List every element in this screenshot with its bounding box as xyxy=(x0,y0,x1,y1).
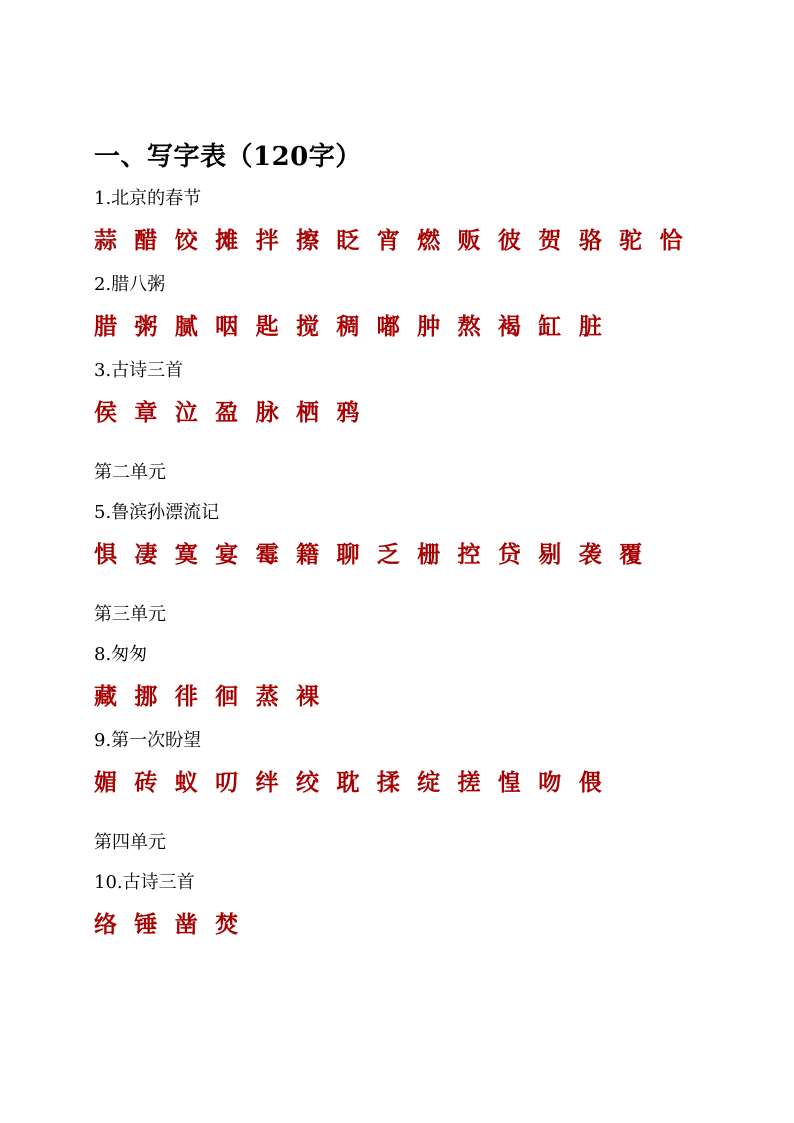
unit-heading: 第三单元 xyxy=(94,604,166,625)
vocab-character: 彼 xyxy=(497,227,521,254)
lesson-title: 5.鲁滨孙漂流记 xyxy=(94,502,220,523)
lesson-title: 10.古诗三首 xyxy=(94,872,195,893)
vocab-character: 脉 xyxy=(255,399,279,426)
vocab-character: 籍 xyxy=(295,541,319,568)
lesson-title: 3.古诗三首 xyxy=(94,360,184,381)
unit-heading: 第二单元 xyxy=(94,462,166,483)
vocab-character: 栅 xyxy=(417,541,441,568)
vocab-character: 袭 xyxy=(578,541,602,568)
vocab-character: 绊 xyxy=(255,769,279,796)
word-list-content xyxy=(94,186,734,942)
vocab-character: 蚁 xyxy=(174,769,198,796)
vocab-character: 章 xyxy=(134,399,158,426)
vocab-character: 鸦 xyxy=(336,399,360,426)
vocab-character: 肿 xyxy=(417,313,441,340)
vocab-character: 耽 xyxy=(336,769,360,796)
vocab-character: 控 xyxy=(457,541,481,568)
vocab-character: 惶 xyxy=(497,769,521,796)
vocab-character: 乏 xyxy=(376,541,400,568)
character-row xyxy=(94,224,734,258)
vocab-character: 蒜 xyxy=(94,227,117,254)
lesson-title: 8.匆匆 xyxy=(94,644,148,665)
character-row xyxy=(94,680,734,714)
page-title: 一、写字表（120字） xyxy=(94,142,362,172)
vocab-character: 粥 xyxy=(134,313,158,340)
vocab-character: 燃 xyxy=(417,227,441,254)
vocab-character: 揉 xyxy=(376,769,400,796)
vocab-character: 凄 xyxy=(134,541,158,568)
vocab-character: 寞 xyxy=(174,541,198,568)
vocab-character: 缸 xyxy=(538,313,562,340)
vocab-character: 腊 xyxy=(94,313,117,340)
vocab-character: 蒸 xyxy=(255,683,279,710)
vocab-character: 焚 xyxy=(215,911,239,938)
vocab-character: 搅 xyxy=(295,313,319,340)
vocab-character: 藏 xyxy=(94,683,117,710)
vocab-character: 擦 xyxy=(295,227,319,254)
vocab-character: 吻 xyxy=(538,769,562,796)
vocab-character: 搓 xyxy=(457,769,481,796)
vocab-character: 匙 xyxy=(255,313,279,340)
vocab-character: 惧 xyxy=(94,541,117,568)
vocab-character: 饺 xyxy=(174,227,198,254)
document-page xyxy=(94,138,734,956)
vocab-character: 挪 xyxy=(134,683,158,710)
vocab-character: 拌 xyxy=(255,227,279,254)
vocab-character: 驼 xyxy=(619,227,643,254)
vocab-character: 剔 xyxy=(538,541,562,568)
vocab-character: 咽 xyxy=(215,313,239,340)
vocab-character: 摊 xyxy=(215,227,239,254)
vocab-character: 覆 xyxy=(619,541,643,568)
vocab-character: 叨 xyxy=(215,769,239,796)
vocab-character: 栖 xyxy=(295,399,319,426)
vocab-character: 媚 xyxy=(94,769,117,796)
vocab-character: 盈 xyxy=(215,399,239,426)
vocab-character: 偎 xyxy=(578,769,602,796)
character-row xyxy=(94,908,734,942)
vocab-character: 绞 xyxy=(295,769,319,796)
character-row xyxy=(94,396,734,430)
character-row xyxy=(94,766,734,800)
vocab-character: 裸 xyxy=(295,683,319,710)
lesson-title: 9.第一次盼望 xyxy=(94,730,202,751)
vocab-character: 侯 xyxy=(94,399,117,426)
lesson-title: 2.腊八粥 xyxy=(94,274,166,295)
lesson-title: 1.北京的春节 xyxy=(94,188,202,209)
vocab-character: 腻 xyxy=(174,313,198,340)
vocab-character: 贩 xyxy=(457,227,481,254)
vocab-character: 绽 xyxy=(417,769,441,796)
vocab-character: 宴 xyxy=(215,541,239,568)
vocab-character: 恰 xyxy=(659,227,683,254)
vocab-character: 醋 xyxy=(134,227,158,254)
vocab-character: 贷 xyxy=(497,541,521,568)
vocab-character: 宵 xyxy=(376,227,400,254)
vocab-character: 熬 xyxy=(457,313,481,340)
vocab-character: 眨 xyxy=(336,227,360,254)
vocab-character: 凿 xyxy=(174,911,198,938)
vocab-character: 砖 xyxy=(134,769,158,796)
vocab-character: 泣 xyxy=(174,399,198,426)
vocab-character: 稠 xyxy=(336,313,360,340)
vocab-character: 锤 xyxy=(134,911,158,938)
vocab-character: 徘 xyxy=(174,683,198,710)
vocab-character: 褐 xyxy=(497,313,521,340)
vocab-character: 聊 xyxy=(336,541,360,568)
unit-heading: 第四单元 xyxy=(94,832,166,853)
vocab-character: 脏 xyxy=(578,313,602,340)
vocab-character: 络 xyxy=(94,911,117,938)
vocab-character: 嘟 xyxy=(376,313,400,340)
character-row xyxy=(94,538,734,572)
vocab-character: 徊 xyxy=(215,683,239,710)
character-row xyxy=(94,310,734,344)
vocab-character: 霉 xyxy=(255,541,279,568)
vocab-character: 骆 xyxy=(578,227,602,254)
vocab-character: 贺 xyxy=(538,227,562,254)
